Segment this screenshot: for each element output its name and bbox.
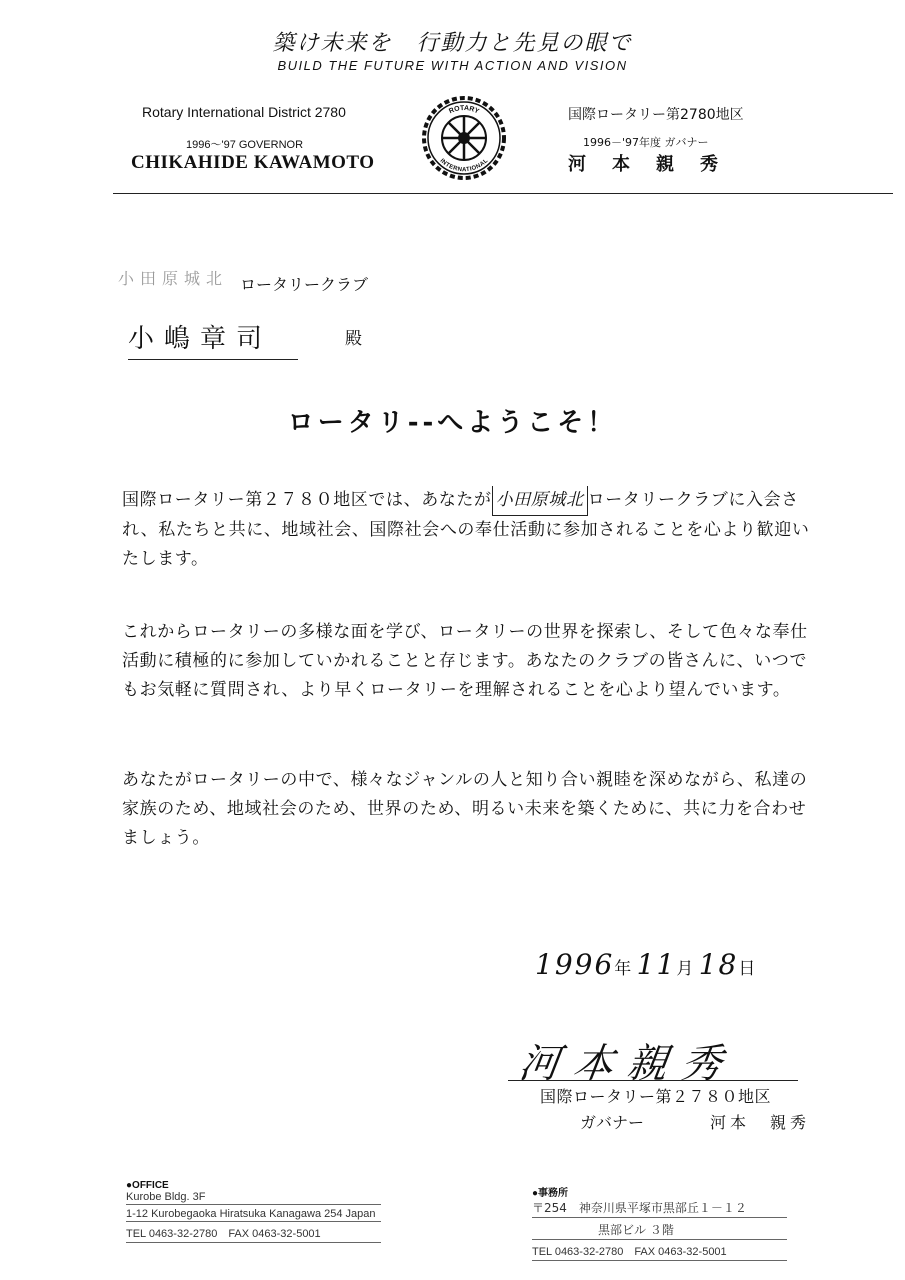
office-jp-line-1: 〒254 神奈川県平塚市黒部丘１－１２ xyxy=(532,1199,787,1218)
paragraph-2: これからロータリーの多様な面を学び、ロータリーの世界を探索し、そして色々な奉仕活動に積極的に参加していかれることと存じます。あなたのクラブの皆さんに、いつでもお気軽に質問され、より早くロータリーを理解されることを心より望んでいます。 xyxy=(122,622,808,700)
governor-year-en: 1996～'97 GOVERNOR xyxy=(186,139,304,151)
motto-en: BUILD THE FUTURE WITH ACTION AND VISION xyxy=(277,58,628,73)
letter-title: ロータリ--へようこそ！ xyxy=(287,408,618,438)
handwritten-signature: 河本親秀 xyxy=(516,1041,739,1087)
club-suffix: ロータリークラブ xyxy=(240,275,369,294)
office-jp-line-2: 黒部ビル ３階 xyxy=(532,1221,787,1240)
recipient-name: 小嶋章司 xyxy=(128,318,298,360)
paragraph-1: 国際ロータリー第２７８０地区では、あなたが 小田原城北 ロータリークラブに入会され、私たちと共に、地域社会、国際社会への奉仕活動に参加されることを心より歓迎いたします。 xyxy=(122,486,812,574)
governor-year-jp: 1996－'97年度 ガバナー xyxy=(583,136,709,149)
signatory-org: 国際ロータリー第２７８０地区 xyxy=(540,1087,772,1106)
paragraph-3: あなたがロータリーの中で、様々なジャンルの人と知り合い親睦を深めながら、私達の家族のため、地域社会のため、世界のため、明るい未来を築くために、共に力を合わせましょう。 xyxy=(122,770,808,848)
office-en-block xyxy=(126,1180,381,1243)
signature-line xyxy=(508,1080,798,1081)
office-jp-line-3: TEL 0463-32-2780 FAX 0463-32-5001 xyxy=(532,1243,787,1261)
letter-date: 1996年 11月 18日 xyxy=(535,948,756,981)
governor-name-en: CHIKAHIDE KAWAMOTO xyxy=(131,152,375,173)
office-en-line-1: Kurobe Bldg. 3F xyxy=(126,1191,381,1205)
header-divider xyxy=(113,193,893,194)
office-en-line-3: TEL 0463-32-2780 FAX 0463-32-5001 xyxy=(126,1225,381,1243)
signatory-name: 河本 親秀 xyxy=(710,1113,811,1132)
svg-text:ROTARY: ROTARY xyxy=(448,104,480,116)
rotary-logo-icon xyxy=(422,96,506,180)
org-name-jp: 国際ロータリー第2780地区 xyxy=(568,107,744,123)
signatory-role: ガバナー xyxy=(580,1113,645,1132)
club-name-stamp: 小田原城北 xyxy=(118,269,229,288)
office-jp-heading: ●事務所 xyxy=(532,1188,569,1199)
office-en-line-2: 1-12 Kurobegaoka Hiratsuka Kanagawa 254 Japan xyxy=(126,1208,381,1222)
handwritten-club-name: 小田原城北 xyxy=(492,486,588,516)
office-en-heading: ●OFFICE xyxy=(126,1180,169,1191)
org-name-en: Rotary International District 2780 xyxy=(142,104,346,120)
svg-text:INTERNATIONAL: INTERNATIONAL xyxy=(438,158,490,174)
motto-jp: 築け未来を 行動力と先見の眼で xyxy=(272,31,633,56)
governor-name-jp: 河本親秀 xyxy=(568,154,744,175)
recipient-honorific: 殿 xyxy=(345,329,362,349)
office-jp-block xyxy=(532,1184,787,1261)
